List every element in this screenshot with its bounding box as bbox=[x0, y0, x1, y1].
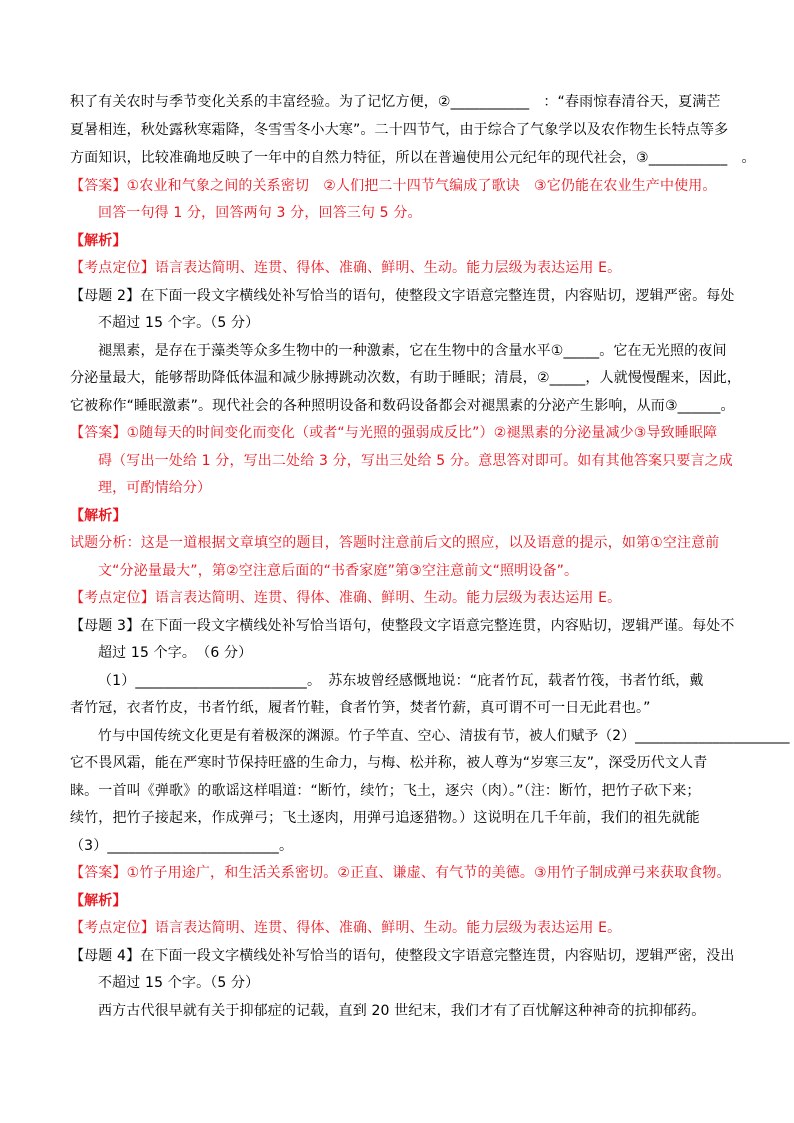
text-line: （1）________________________。 苏东坡曾经感慨地说：“庇者竹瓦，载者竹筏，书者竹纸，戴 bbox=[98, 673, 704, 689]
topic-location-line: 【考点定位】语言表达简明、连贯、得体、准确、鲜明、生动。能力层级为表达运用 E。 bbox=[70, 590, 622, 606]
text-line: （3）________________________。 bbox=[70, 838, 294, 854]
answer-line: 【答案】①竹子用途广，和生活关系密切。②正直、谦虚、有气节的美德。③用竹子制成弹弓来获取食物。 bbox=[70, 865, 731, 881]
question-line: 不超过 15 个字。（5 分） bbox=[98, 315, 260, 331]
text-line: 它不畏风霜，能在严寒时节保持旺盛的生命力，与梅、松并称，被人尊为“岁寒三友”，深受历代文人青 bbox=[70, 755, 708, 771]
text-line: 方面知识，比较准确地反映了一年中的自然力特征，所以在普遍使用公元纪年的现代社会，③___________ 。 bbox=[70, 150, 756, 166]
text-line: 者竹冠，衣者竹皮，书者竹纸，履者竹鞋，食者竹笋，焚者竹薪，真可谓不可一日无此君也。” bbox=[70, 700, 651, 716]
analysis-heading: 【解析】 bbox=[70, 508, 127, 524]
question-line: 【母题 4】在下面一段文字横线处补写恰当的语句，使整段文字语意完整连贯，内容贴切，逻辑严密，没出 bbox=[70, 948, 735, 964]
text-line: 夏暑相连，秋处露秋寒霜降，冬雪雪冬小大寒”。二十四节气，由于综合了气象学以及农作物生长特点等多 bbox=[70, 122, 729, 138]
analysis-line: 文“分泌量最大”，第②空注意后面的“书香家庭”第③空注意前文“照明设备”。 bbox=[98, 563, 579, 579]
topic-location-line: 【考点定位】语言表达简明、连贯、得体、准确、鲜明、生动。能力层级为表达运用 E。 bbox=[70, 260, 622, 276]
question-line: 【母题 3】在下面一段文字横线处补写恰当语句，使整段文字语意完整连贯，内容贴切，逻辑严谨。每处不 bbox=[70, 618, 735, 634]
analysis-line: 试题分析：这是一道根据文章填空的题目，答题时注意前后文的照应，以及语意的提示，如第①空注意前 bbox=[70, 535, 720, 551]
text-line: 续竹，把竹子接起来，作成弹弓；飞土逐肉，用弹弓追逐猎物。）这说明在几千年前，我们的祖先就能 bbox=[70, 810, 700, 826]
topic-location-line: 【考点定位】语言表达简明、连贯、得体、准确、鲜明、生动。能力层级为表达运用 E。 bbox=[70, 920, 622, 936]
text-line: 分泌量最大，能够帮助降低体温和减少脉搏跳动次数，有助于睡眠；清晨，②_____，人就慢慢醒来，因此， bbox=[70, 370, 742, 386]
answer-line: 回答一句得 1 分，回答两句 3 分，回答三句 5 分。 bbox=[98, 205, 422, 221]
answer-line: 【答案】①农业和气象之间的关系密切 ②人们把二十四节气编成了歌诀 ③它仍能在农业生产中使用。 bbox=[70, 178, 717, 194]
analysis-heading: 【解析】 bbox=[70, 233, 127, 249]
text-line: 竹与中国传统文化更是有着极深的渊源。竹子竿直、空心、清拔有节，被人们赋予（2）______________________ bbox=[98, 728, 790, 744]
analysis-heading: 【解析】 bbox=[70, 893, 127, 909]
text-line: 睐。一首叫《弹歌》的歌谣这样唱道：“断竹，续竹；飞土，逐宍（肉）。”（注：断竹，把竹子砍下来； bbox=[70, 783, 701, 799]
text-line: 褪黑素，是存在于藻类等众多生物中的一种激素，它在生物中的含量水平①_____。它在无光照的夜间 bbox=[98, 343, 727, 359]
question-line: 【母题 2】在下面一段文字横线处补写恰当的语句，使整段文字语意完整连贯，内容贴切，逻辑严密。每处 bbox=[70, 288, 735, 304]
answer-line: 理，可酌情给分） bbox=[98, 480, 212, 496]
text-line: 积了有关农时与季节变化关系的丰富经验。为了记忆方便，②___________ ：“春雨惊春清谷天，夏满芒 bbox=[70, 94, 721, 110]
answer-line: 【答案】①随每天的时间变化而变化（或者“与光照的强弱成反比”）②褪黑素的分泌量减少③导致睡眠障 bbox=[70, 425, 718, 441]
text-line: 西方古代很早就有关于抑郁症的记载，直到 20 世纪末，我们才有了百忧解这种神奇的抗抑郁药。 bbox=[98, 1003, 706, 1019]
answer-line: 碍（写出一处给 1 分，写出二处给 3 分，写出三处给 5 分。意思答对即可。如有其他答案只要言之成 bbox=[98, 453, 733, 469]
text-line: 它被称作“睡眠激素”。现代社会的各种照明设备和数码设备都会对褪黑素的分泌产生影响，从而③______。 bbox=[70, 398, 735, 414]
question-line: 超过 15 个字。 （6 分） bbox=[98, 645, 253, 661]
question-line: 不超过 15 个字。（5 分） bbox=[98, 975, 260, 991]
